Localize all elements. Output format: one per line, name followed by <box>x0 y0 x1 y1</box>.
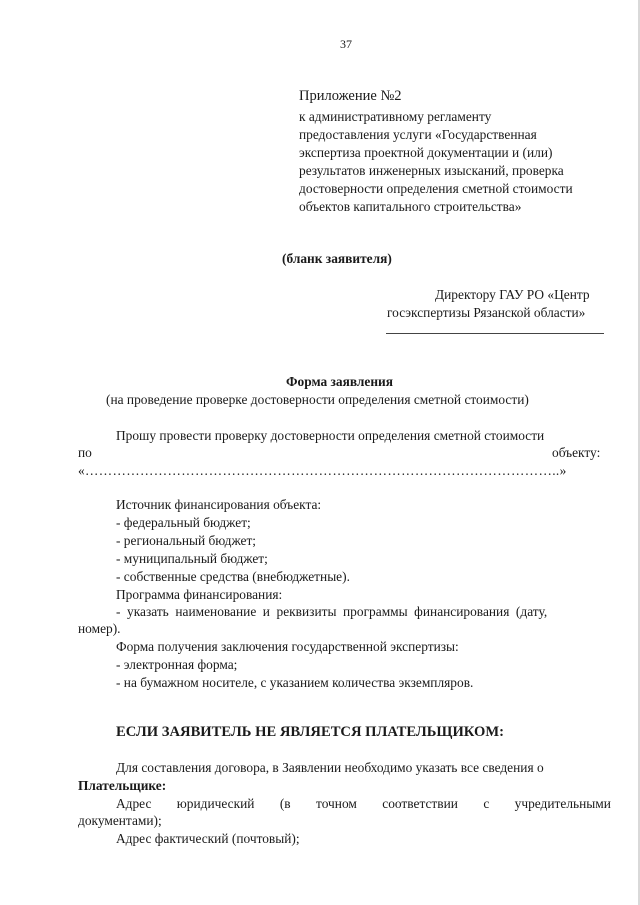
addressee-line-1: Директору ГАУ РО «Центр <box>435 287 590 302</box>
payer-label: Плательщике: <box>78 778 167 793</box>
source-heading: Источник финансирования объекта: <box>116 497 322 512</box>
appendix-line: результатов инженерных изысканий, проверка <box>299 163 564 178</box>
request-object: объекту: <box>552 445 601 460</box>
legal-address-word: юридический <box>176 796 255 811</box>
payer-intro: Для составления договора, в Заявлении необходимо указать все сведения о <box>116 760 544 775</box>
appendix-line: экспертиза проектной документации и (или) <box>299 145 553 160</box>
legal-address-word: (в <box>279 796 291 811</box>
receipt-option: - электронная форма; <box>116 657 238 672</box>
appendix-line: объектов капитального строительства» <box>299 199 522 214</box>
request-line: Прошу провести проверку достоверности определения сметной стоимости <box>116 428 545 443</box>
request-po: по <box>78 445 92 460</box>
receipt-option: - на бумажном носителе, с указанием количества экземпляров. <box>116 675 474 690</box>
program-heading: Программа финансирования: <box>116 587 283 602</box>
legal-address-word: точном <box>316 796 357 811</box>
legal-address-word: с <box>483 796 490 811</box>
object-name-field: «…………………………………………………………………………………………..» <box>78 463 567 478</box>
appendix-line: к административному регламенту <box>299 109 492 124</box>
appendix-line: достоверности определения сметной стоимости <box>299 181 573 196</box>
blank-label: (бланк заявителя) <box>282 251 392 266</box>
receipt-heading: Форма получения заключения государственной экспертизы: <box>116 639 459 654</box>
program-line: - указать наименование и реквизиты программы финансирования (дату, <box>116 604 548 619</box>
page-number: 37 <box>340 37 352 51</box>
legal-address-line <box>116 796 611 812</box>
form-subtitle: (на проведение проверке достоверности определения сметной стоимости) <box>106 392 529 407</box>
legal-address-line-2: документами); <box>78 813 162 828</box>
legal-address-word: соответствии <box>382 796 458 811</box>
source-item: - муниципальный бюджет; <box>116 551 268 566</box>
payer-heading: ЕСЛИ ЗАЯВИТЕЛЬ НЕ ЯВЛЯЕТСЯ ПЛАТЕЛЬЩИКОМ: <box>116 724 505 740</box>
legal-address-word: учредительными <box>514 796 611 811</box>
program-line: номер). <box>78 621 121 636</box>
appendix-line: предоставления услуги «Государственная <box>299 127 537 142</box>
legal-address-word: Адрес <box>116 796 152 811</box>
appendix-title: Приложение №2 <box>299 88 402 104</box>
source-item: - региональный бюджет; <box>116 533 257 548</box>
form-title: Форма заявления <box>286 374 394 389</box>
source-item: - собственные средства (внебюджетные). <box>116 569 350 584</box>
source-item: - федеральный бюджет; <box>116 515 251 530</box>
addressee-underline <box>386 333 604 334</box>
actual-address: Адрес фактический (почтовый); <box>116 831 300 846</box>
addressee-line-2: госэкспертизы Рязанской области» <box>387 305 586 320</box>
